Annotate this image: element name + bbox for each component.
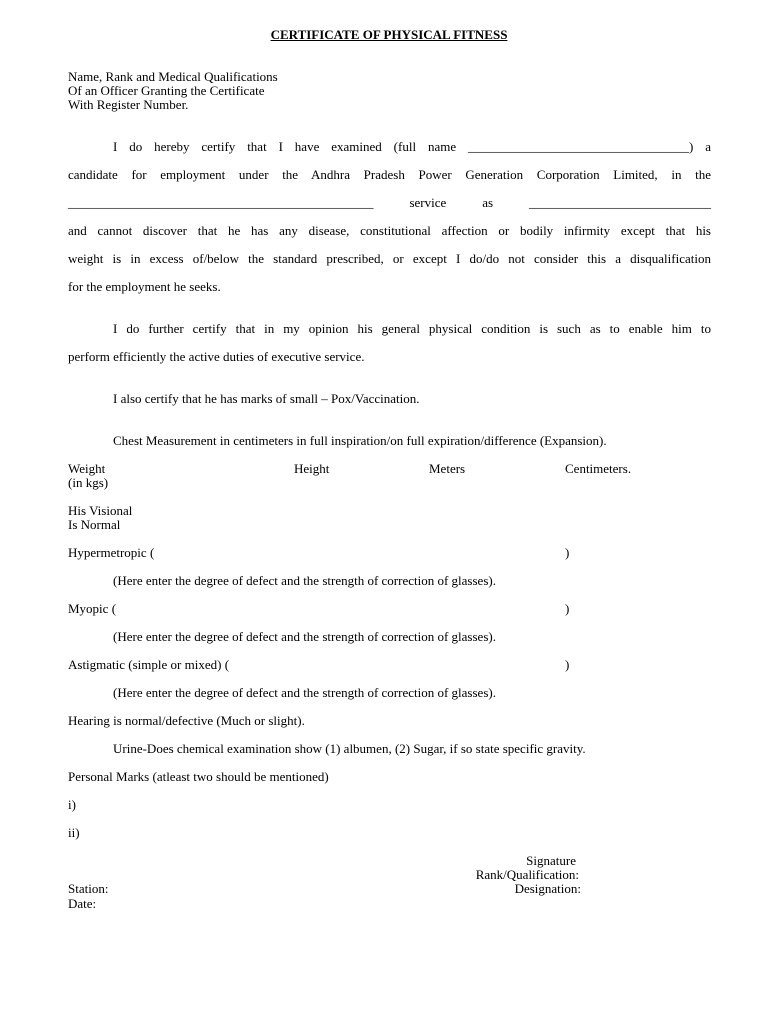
further-certify-line-2: perform efficiently the active duties of executive service.: [68, 349, 365, 364]
chest-measurement: Chest Measurement in centimeters in full inspiration/on full expiration/difference (Expansion).: [113, 433, 607, 448]
astigmatic-note: (Here enter the degree of defect and the strength of correction of glasses).: [113, 685, 496, 700]
weight-unit: (in kgs): [68, 475, 109, 490]
certify-para-line-2: candidate for employment under the Andhra Pradesh Power Generation Corporation Limited, in the: [68, 167, 711, 182]
myopic-note: (Here enter the degree of defect and the strength of correction of glasses).: [113, 629, 496, 644]
personal-mark-item-1: i): [68, 797, 76, 812]
weight-label: Weight: [68, 461, 106, 476]
certify-para-line-4: and cannot discover that he has any disease, constitutional affection or bodily infirmity except that his: [68, 223, 711, 238]
rank-qualification-label: Rank/Qualification:: [475, 867, 579, 882]
signature-label: Signature: [526, 853, 576, 868]
height-label: Height: [294, 461, 330, 476]
officer-block-line-2: Of an Officer Granting the Certificate: [68, 83, 265, 98]
hypermetropic-label: Hypermetropic (: [68, 545, 155, 560]
document-title: CERTIFICATE OF PHYSICAL FITNESS: [270, 27, 508, 42]
myopic-label: Myopic (: [68, 601, 117, 616]
personal-marks-label: Personal Marks (atleast two should be mentioned): [68, 769, 329, 784]
meters-label: Meters: [429, 461, 466, 476]
certify-para-line-5: weight is in excess of/below the standard prescribed, or except I do/do not consider this a disqualification: [68, 251, 711, 266]
certify-para-line-3: _______________________________________________ service as ____________________________: [68, 195, 711, 210]
myopic-close: ): [565, 601, 570, 616]
date-label: Date:: [68, 896, 97, 911]
officer-block-line-3: With Register Number.: [68, 97, 189, 112]
certify-para-line-6: for the employment he seeks.: [68, 279, 221, 294]
astigmatic-close: ): [565, 657, 570, 672]
marks-statement: I also certify that he has marks of small – Pox/Vaccination.: [113, 391, 420, 406]
centimeters-label: Centimeters.: [565, 461, 632, 476]
station-label: Station:: [68, 881, 109, 896]
certify-para-line-1: I do hereby certify that I have examined (full name __________________________________) a: [113, 139, 711, 154]
designation-label: Designation:: [514, 881, 581, 896]
hypermetropic-note: (Here enter the degree of defect and the strength of correction of glasses).: [113, 573, 496, 588]
vision-line-1: His Visional: [68, 503, 133, 518]
vision-line-2: Is Normal: [68, 517, 121, 532]
urine-line: Urine-Does chemical examination show (1) albumen, (2) Sugar, if so state specific gravity.: [113, 741, 586, 756]
hypermetropic-close: ): [565, 545, 570, 560]
hearing-line: Hearing is normal/defective (Much or slight).: [68, 713, 305, 728]
personal-mark-item-2: ii): [68, 825, 80, 840]
astigmatic-label: Astigmatic (simple or mixed) (: [68, 657, 230, 672]
officer-block-line-1: Name, Rank and Medical Qualifications: [68, 69, 278, 84]
further-certify-line-1: I do further certify that in my opinion his general physical condition is such as to enable him to: [113, 321, 711, 336]
